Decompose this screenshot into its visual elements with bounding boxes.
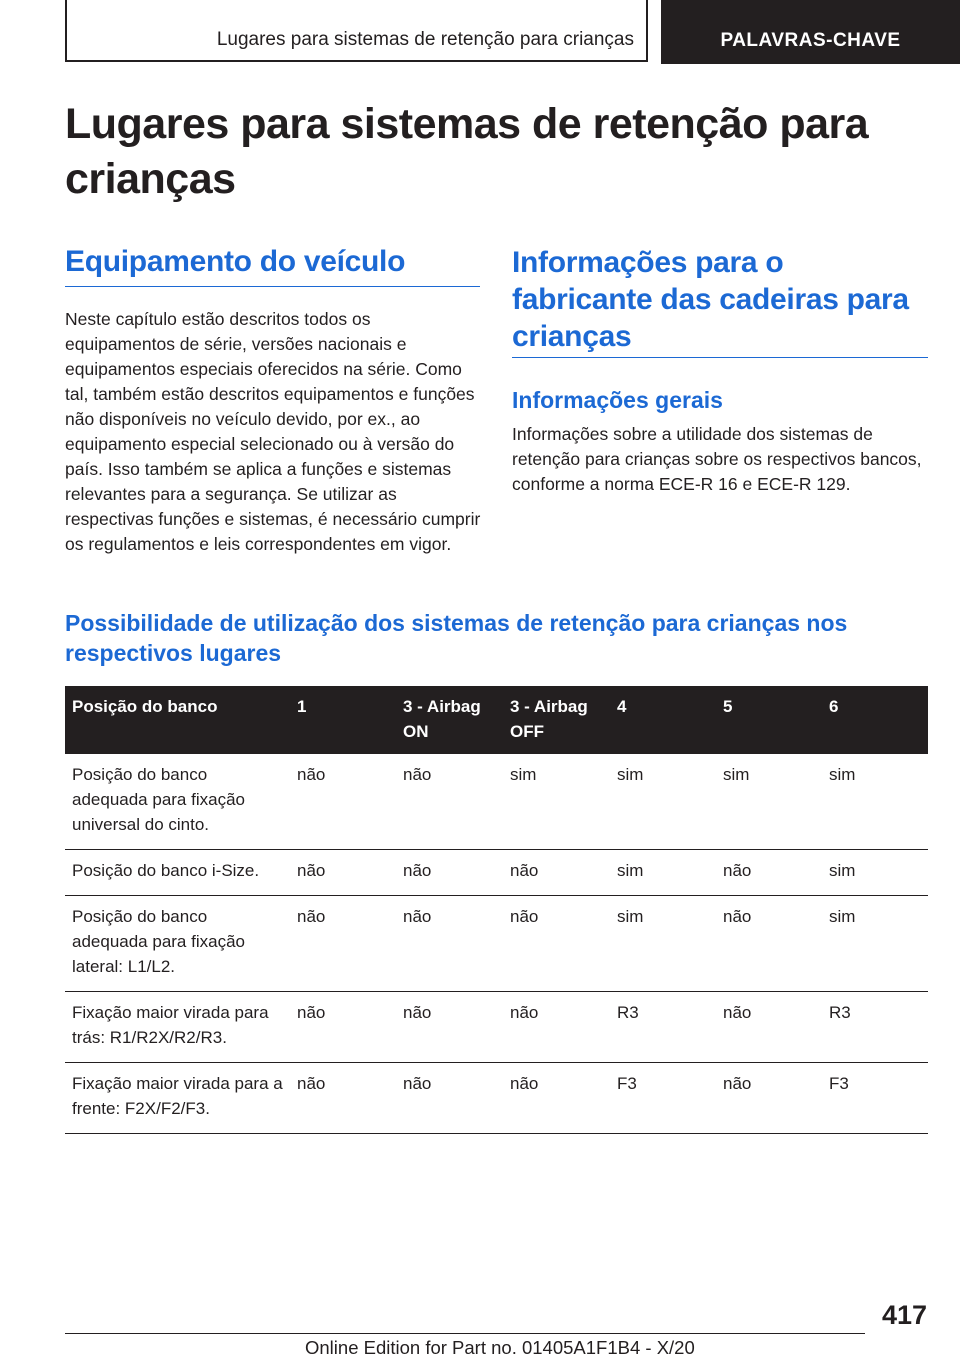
- table-cell: sim: [503, 754, 610, 850]
- table-row: [65, 896, 928, 992]
- column-header: 1: [290, 686, 396, 754]
- column-header: Posição do banco: [65, 686, 290, 754]
- table-header-row: [65, 686, 928, 754]
- edition-footer: Online Edition for Part no. 01405A1F1B4 - X/20: [305, 1337, 695, 1358]
- table-row: [65, 754, 928, 850]
- table-cell: não: [396, 754, 503, 850]
- table-cell: R3: [610, 992, 716, 1063]
- running-header: [65, 0, 648, 62]
- table-cell: não: [290, 896, 396, 992]
- table-cell: não: [290, 754, 396, 850]
- column-header: 4: [610, 686, 716, 754]
- table-cell: sim: [610, 850, 716, 896]
- table-cell: não: [716, 850, 822, 896]
- column-header: 3 - Airbag ON: [396, 686, 503, 754]
- table-cell: não: [716, 992, 822, 1063]
- table-cell: sim: [822, 896, 928, 992]
- table-row: [65, 992, 928, 1063]
- table-cell: sim: [610, 896, 716, 992]
- table-cell: R3: [822, 992, 928, 1063]
- page-number: 417: [881, 1300, 927, 1330]
- table-cell: não: [396, 992, 503, 1063]
- table-cell: não: [290, 850, 396, 896]
- page-title: Lugares para sistemas de retenção para crianças: [65, 100, 869, 203]
- general-info-text: Informações sobre a utilidade dos sistemas de retenção para crianças sobre os respectivos bancos, conforme a norma ECE-R 16 e ECE-R 129.: [512, 424, 922, 494]
- table-cell: não: [396, 1063, 503, 1134]
- table-cell: F3: [610, 1063, 716, 1134]
- table-cell: Posição do banco adequada para fixação universal do cinto.: [65, 754, 290, 850]
- section-heading-vehicle-equipment: Equipamento do veículo: [65, 245, 406, 278]
- table-row: [65, 1063, 928, 1134]
- keywords-tab[interactable]: [661, 0, 960, 64]
- footer-rule: [65, 1333, 865, 1334]
- table-cell: não: [396, 850, 503, 896]
- table-cell: não: [290, 992, 396, 1063]
- table-cell: F3: [822, 1063, 928, 1134]
- table-cell: não: [503, 850, 610, 896]
- table-cell: Fixação maior virada para trás: R1/R2X/R2/R3.: [65, 992, 290, 1063]
- table-cell: Posição do banco i-Size.: [65, 850, 290, 896]
- table-row: [65, 850, 928, 896]
- seat-position-table: [65, 686, 928, 1134]
- running-title: Lugares para sistemas de retenção para crianças: [216, 29, 634, 50]
- table-cell: sim: [716, 754, 822, 850]
- table-cell: não: [503, 992, 610, 1063]
- column-header: 5: [716, 686, 822, 754]
- table-cell: Posição do banco adequada para fixação lateral: L1/L2.: [65, 896, 290, 992]
- vehicle-equipment-text: Neste capítulo estão descritos todos os equipamentos de série, versões nacionais e equipamentos especiais oferecidos na série. Como tal, também estão descritos equipamentos e funções não disponíveis no veículo devido, por ex., ao equipamento especial selecionado ou à versão do país. Isso também se aplica a funções e sistemas relevantes para a segurança. Se utilizar as respectivas funções e sistemas, é necessário cumprir os regulamentos e leis correspondentes em vigor.: [65, 309, 481, 554]
- table-cell: Fixação maior virada para a frente: F2X/F2/F3.: [65, 1063, 290, 1134]
- column-header: 6: [822, 686, 928, 754]
- table-cell: não: [503, 896, 610, 992]
- table-cell: sim: [610, 754, 716, 850]
- table-cell: não: [396, 896, 503, 992]
- section-heading-usage-possibility: Possibilidade de utilização dos sistemas de retenção para crianças nos respectivos lugares: [65, 610, 848, 666]
- keywords-tab-label: PALAVRAS-CHAVE: [720, 30, 901, 51]
- subheading-general-info: Informações gerais: [512, 387, 723, 413]
- column-header: 3 - Airbag OFF: [503, 686, 610, 754]
- table-cell: não: [503, 1063, 610, 1134]
- table-cell: não: [716, 1063, 822, 1134]
- table-cell: sim: [822, 754, 928, 850]
- section-rule: [65, 286, 480, 287]
- section-rule: [512, 357, 928, 358]
- table-cell: sim: [822, 850, 928, 896]
- section-heading-manufacturer-info: Informações para o fabricante das cadeiras para crianças: [512, 246, 909, 353]
- table-cell: não: [716, 896, 822, 992]
- table-cell: não: [290, 1063, 396, 1134]
